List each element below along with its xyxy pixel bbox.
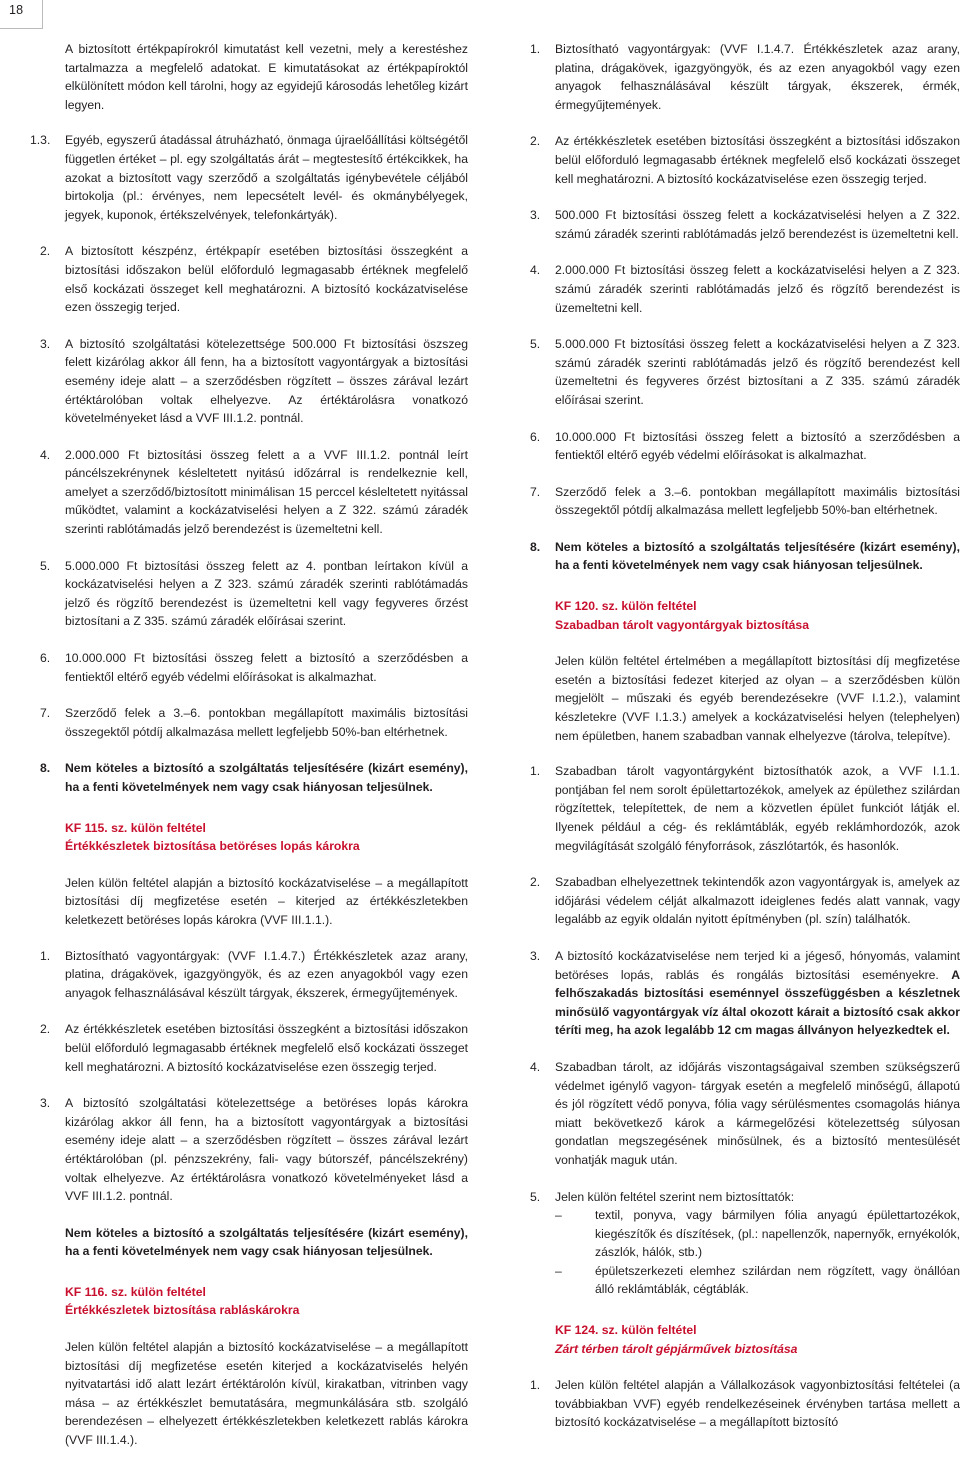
item-number: 3. [530, 948, 541, 963]
item-number: 2. [530, 875, 541, 890]
list-item [40, 704, 468, 741]
list-item [530, 206, 960, 243]
dash-marker: – [555, 1263, 562, 1278]
list-item [40, 947, 468, 1003]
item-number: 5. [40, 558, 51, 573]
dash-list [555, 1206, 960, 1299]
list-item [530, 335, 960, 409]
item-text: Szabadban elhelyezettnek tekintendők azon vagyontárgyak is, amelyek az időjárási védelem célját alkalmazott ideiglenes fedés alatt vannak, vagy legalább az egyik oldalán nyitott építményben (pl. szín) találhatók. [555, 875, 960, 927]
list-item [40, 1020, 468, 1076]
item-number: 3. [40, 1096, 51, 1111]
item-text: Jelen külön feltétel szerint nem biztosíttatók: [555, 1189, 795, 1204]
item-text: 5.000.000 Ft biztosítási összeg felett az 4. pontban leírtakon kívül a kockázatviselési helyen a Z 323. számú záradék szerinti rablótámadás jelző és rögzítő berendezést is üzemeltetni kell vagy fegyveres őrzést biztosítani a Z 335. számú záradék előírásai szerint. [65, 558, 468, 629]
item-text: Szerződő felek a 3.–6. pontokban megállapított maximális biztosítási összegektől pótdíj alkalmazása mellett legfeljebb 50%-ban eltérhetnek. [65, 706, 468, 739]
kf116-title: Értékkészletek biztosítása rabláskárokra [65, 1303, 300, 1318]
list-item [40, 242, 468, 316]
list-item [530, 1188, 960, 1300]
list-item [530, 261, 960, 317]
item-text: Nem köteles a biztosító a szolgáltatás teljesítésére (kizárt esemény), ha a fenti követelmények nem vagy csak hiányosan teljesülnek. [555, 539, 960, 573]
item-number: 7. [530, 484, 541, 499]
item-number: 5. [530, 1189, 541, 1204]
item-text: 10.000.000 Ft biztosítási összeg felett a biztosító a szerződésben a fentiektől eltérő egyéb védelmi előírásokat is alkalmazhat. [65, 651, 468, 684]
page-number-tab [0, 0, 43, 29]
list-item [40, 557, 468, 631]
kf124-title: Zárt térben tárolt gépjárművek biztosítása [555, 1341, 798, 1356]
item-number: 4. [530, 263, 541, 278]
item-text: Az értékkészletek esetében biztosítási összegként a biztosítási időszakon belül előforduló legmagasabb értéknek megfelelő első kockázati összeget kell meghatározni. A biztosító kockázatviselése ezen összegig terjed. [555, 134, 960, 186]
list-item [530, 428, 960, 465]
item-text: 2.000.000 Ft biztosítási összeg felett a a VVF III.1.2. pontnál leírt páncélszekrénynek késleltetett nyitású időzárral is rendelkeznie kell, amelyet a szerződő/biztosított minimálisan 15 perccel késleltetett nyitással működtet, valamint a kockázatviselési helyen a Z 322. számú záradék szerinti rablótámadás jelző berendezést is üzemeltetni kell. [65, 447, 468, 537]
list-item [40, 335, 468, 428]
kf120-intro: Jelen külön feltétel értelmében a megállapított biztosítási díj megfizetése esetén a biztosítási fedezet kiterjed az olyan – a szerződésben külön megjelölt – műszaki és egyéb berendezésekre (VVF I.1.2.), valamint készletekre (VVF I.1.3.) amelyek a kockázatviselési helyen (telephelyen) nem épületben, hanem szabadban vannak elhelyezve (tárolva, telepítve). [555, 654, 960, 743]
list-item [40, 649, 468, 686]
kf124-heading: KF 124. sz. külön feltétel [555, 1323, 697, 1338]
page-number: 18 [9, 3, 24, 17]
list-item [40, 446, 468, 539]
item-number: 1. [530, 42, 541, 56]
item-number: 1.3. [30, 133, 51, 148]
item-text: A biztosító szolgáltatási kötelezettsége a betöréses lopás károkra kizárólag akkor áll fenn, ha a biztosított vagyontárgyak a biztosítási esemény ideje alatt – a szerződésben rögzített – összes zárával lezárt értéktárolóban (pl. pénzszekrény, fali- vagy bútorszéf, páncélszekrény) voltak elhelyezve. Az értéktárolásra vonatkozó követelményeket lásd a VVF III.1.2. pontnál. [65, 1096, 468, 1204]
item-text: 10.000.000 Ft biztosítási összeg felett a biztosító a szerződésben a fentiektől eltérő egyéb védelmi előírásokat is alkalmazhat. [555, 429, 960, 463]
list-item [530, 132, 960, 188]
item-number: 1. [530, 1378, 541, 1393]
item-text: A biztosító kockázatviselése nem terjed ki a jégeső, hónyomás, valamint betöréses lopás, rablás és rongálás biztosítási eseményekre. [555, 948, 960, 982]
item-number: 2. [40, 1022, 51, 1037]
item-text: Jelen külön feltétel alapján a Vállalkozások vagyonbiztosítási feltételei (a továbbiakban VVF) egyéb rendelkezéseinek érvényben tartása mellett a biztosító kockázatviselése – a megállapított biztosító [555, 1378, 960, 1430]
item-number: 7. [40, 706, 51, 721]
left-column [30, 40, 468, 1467]
dash-item [555, 1262, 960, 1299]
item-number: 6. [40, 651, 51, 666]
kf115-exclusion: Nem köteles a biztosító a szolgáltatás teljesítésére (kizárt esemény), ha a fenti követelmények nem vagy csak hiányosan teljesülnek. [65, 1225, 468, 1259]
item-text: Szabadban tárolt vagyontárgyként biztosíthatók azok, a VVF I.1.1. pontjában fel nem sorolt épülettartozékok, amelyek az épülethez szilárdan rögzítettek, telepítettek, de nem a közvetlen épület funkciót látják el. Ilyenek például a cég- és reklámtáblák, egyéb reklámhordozók, azok megvilágítását szolgáló fényforrások, zászlótartók, és hasonlók. [555, 764, 960, 853]
item-text-bold: A felhőszakadás biztosítási eseménnyel összefüggésben a készletnek minősülő vagyontárgyak víz által okozott kárait a biztosító csak akkor téríti meg, ha azok legalább 12 cm magas állványon helyezkedtek el. [555, 967, 960, 1038]
item-number: 3. [40, 336, 51, 351]
list-item [530, 873, 960, 929]
item-text: Szerződő felek a 3.–6. pontokban megállapított maximális biztosítási összegektől pótdíj alkalmazása mellett legfeljebb 50%-ban eltérhetnek. [555, 484, 960, 518]
list-item [530, 947, 960, 1040]
item-number: 2. [530, 134, 541, 149]
item-number: 1. [40, 948, 51, 963]
item-text: Az értékkészletek esetében biztosítási összegként a biztosítási időszakon belül előforduló legmagasabb értéknek megfelelő első kockázati összeget kell meghatározni. A biztosító kockázatviselése ezen összegig terjed. [65, 1022, 468, 1074]
item-text: Biztosítható vagyontárgyak: (VVF I.1.4.7.) Értékkészletek azaz arany, platina, drágakövek, igazgyöngyök, és az ezen anyagokból vagy ezen anyagok felhasználásával készült tárgyak, ékszerek, érmegyűjtemények. [65, 948, 468, 1000]
dash-item-text: textil, ponyva, vagy bármilyen fólia anyagú épülettartozékok, kiegészítők és díszítések, (pl.: napellenzők, napernyők, ernyékolók, zászlók, hálók, stb.) [595, 1208, 960, 1260]
dash-item [555, 1206, 960, 1262]
list-item [530, 1376, 960, 1432]
item-text: 5.000.000 Ft biztosítási összeg felett a kockázatviselési helyen a Z 323. számú záradék szerinti rablótámadás jelző és rögzítő berendezést kell üzemeltetni és fegyveres őrzést biztosítani a Z 335. számú záradék előírásai szerint. [555, 337, 960, 407]
kf115-intro: Jelen külön feltétel alapján a biztosító kockázatviselése – a megállapított biztosítási díj megfizetése esetén – kiterjed az értékkészletekben keletkezett betöréses lopás károkra (VVF III.1.1.). [65, 875, 468, 927]
list-item [530, 1058, 960, 1170]
kf115-title: Értékkészletek biztosítása betöréses lopás károkra [65, 839, 360, 854]
item-text: Egyéb, egyszerű átadással átruházható, önmaga újraelőállítási költségétől független értéket – pl. egy szolgáltatás árát – megtestesítő értékcikkek, ha azokat a biztosított vagy szerződő a szolgáltatás igénybevétele céljából birtokolja (pl.: érvényes, nem lepecsételt levél- és okmánybélyegek, jegyek, kuponok, értékszelvények, telefonkártyák). [65, 133, 468, 222]
item-text: A biztosított készpénz, értékpapír esetében biztosítási összegként a biztosítási időszakon belül előforduló legmagasabb értéknek megfelelő első kockázati összeget kell meghatározni. A biztosító kockázatviselése ezen összegig terjed. [65, 244, 468, 315]
item-text: Biztosítható vagyontárgyak: (VVF I.1.4.7. Értékkészletek azaz arany, platina, drágakövek, igazgyöngyök, és az ezen anyagokból vagy ezen anyagok felhasználásával készült tárgyak, ékszerek, érmék, érmegyűjtemények. [555, 42, 960, 112]
right-column [530, 40, 960, 1450]
list-item-exclusion [40, 759, 468, 796]
list-item [530, 483, 960, 520]
item-number: 4. [40, 447, 51, 462]
intro-paragraph: A biztosított értékpapírokról kimutatást kell vezetni, mely a kerestéshez tartalmazza a megfelelő adatokat. E kimutatásokat az értékpapíroktól elkülönített módon kell tárolni, hogy az egyidejű károsodás lehetőleg kizárt legyen. [65, 42, 468, 112]
item-number: 6. [530, 429, 541, 444]
item-number: 8. [530, 539, 541, 554]
item-text: 500.000 Ft biztosítási összeg felett a kockázatviselési helyen a Z 322. számú záradék szerinti rablótámadás jelző berendezést is üzemeltetni kell. [555, 208, 960, 241]
item-number: 4. [530, 1059, 541, 1074]
item-number: 3. [530, 208, 541, 223]
item-number: 2. [40, 244, 51, 259]
kf116-intro: Jelen külön feltétel alapján a biztosító kockázatviselése – a megállapított biztosítási díj megfizetése esetén kiterjed a kockázatviselés helyén nyitvatartási idő alatt lezárt értéktárolón kívül, kirakatban, vitrinben vagy mása – az értékkészlet bemutatására, megmunkálására stb. szolgáló berendezésen – elhelyezett értékkészletekben keletkezett rablás károkra (VVF III.1.4.). [65, 1340, 468, 1448]
dash-marker: – [555, 1208, 562, 1223]
kf115-heading: KF 115. sz. külön feltétel [65, 820, 206, 835]
list-item-exclusion [530, 538, 960, 575]
list-item-1-3 [30, 131, 468, 224]
item-text: Nem köteles a biztosító a szolgáltatás teljesítésére (kizárt esemény), ha a fenti követelmények nem vagy csak hiányosan teljesülnek. [65, 761, 468, 794]
dash-item-text: épületszerkezeti elemhez szilárdan nem rögzített, vagy önállóan álló reklámtáblák, cégtáblák. [595, 1263, 960, 1297]
item-text: A biztosító szolgáltatási kötelezettsége 500.000 Ft biztosítási öszszeg felett kizárólag akkor áll fenn, ha a biztosított vagyontárgyak a biztosítási esemény ideje alatt – a szerződésben rögzített – összes zárával lezárt értéktárolóban voltak elhelyezve. Az értéktárolásra vonatkozó követelményeket lásd a VVF III.1.2. pontnál. [65, 336, 468, 426]
kf120-heading: KF 120. sz. külön feltétel [555, 599, 697, 614]
item-text: 2.000.000 Ft biztosítási összeg felett a kockázatviselési helyen a Z 323. számú záradék szerinti rablótámadás jelző és rögzítő berendezést is üzemeltetni kell. [555, 263, 960, 315]
kf116-heading: KF 116. sz. külön feltétel [65, 1284, 206, 1299]
item-text: Szabadban tárolt, az időjárás viszontagságaival szemben szükségszerű védelmet igénylő vagyon- tárgyak esetén a megfelelő minőségű, állapotú és jól rögzített védő ponyva, fólia vagy sérülésmentes csomagolás hiánya miatt bekövetkező károk a kármegelőzési kötelezettség súlyosan gondatlan megszegésének minősülnek, és a biztosító mentesülését vonhatják maguk után. [555, 1059, 960, 1167]
list-item [530, 40, 960, 114]
item-number: 5. [530, 337, 541, 352]
item-number: 1. [530, 764, 541, 779]
list-item [40, 1094, 468, 1206]
item-number: 8. [40, 761, 51, 776]
kf120-title: Szabadban tárolt vagyontárgyak biztosítása [555, 617, 809, 632]
list-item [530, 762, 960, 855]
